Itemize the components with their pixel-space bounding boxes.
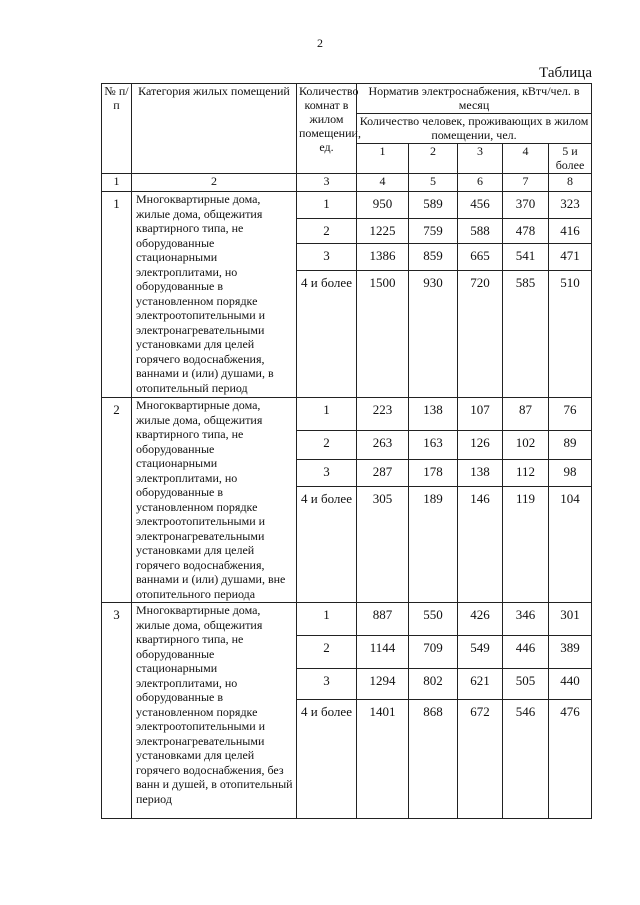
norm-value-cell: 102 [503,431,549,460]
norm-value-cell: 1401 [357,700,409,819]
norm-value-cell: 178 [409,460,458,487]
norm-value-cell: 456 [458,192,503,219]
header-people: Количество человек, проживающих в жилом помещении, чел. [357,114,592,144]
norm-value-cell: 476 [549,700,592,819]
norm-value-cell: 126 [458,431,503,460]
header-people-col: 5 и более [549,144,592,174]
column-number: 3 [297,174,357,192]
header-norm: Норматив электроснабжения, кВтч/чел. в месяц [357,84,592,114]
norm-value-cell: 107 [458,398,503,431]
header-people-col: 1 [357,144,409,174]
rooms-cell: 4 и более [297,271,357,398]
norm-value-cell: 370 [503,192,549,219]
norm-value-cell: 416 [549,219,592,244]
norm-value-cell: 887 [357,603,409,636]
norm-value-cell: 287 [357,460,409,487]
header-rooms: Количество комнат в жилом помещении, ед. [297,84,357,174]
norm-value-cell: 305 [357,487,409,603]
norm-value-cell: 950 [357,192,409,219]
group-number: 3 [102,603,132,819]
norm-value-cell: 665 [458,244,503,271]
rooms-cell: 4 и более [297,487,357,603]
rooms-cell: 1 [297,398,357,431]
header-people-col: 2 [409,144,458,174]
header-people-col: 4 [503,144,549,174]
group-number: 2 [102,398,132,603]
norm-value-cell: 1386 [357,244,409,271]
table-label: Таблица [539,65,592,81]
rooms-cell: 2 [297,636,357,669]
norm-value-cell: 163 [409,431,458,460]
column-number: 5 [409,174,458,192]
header-people-col: 3 [458,144,503,174]
norm-value-cell: 112 [503,460,549,487]
header-num: № п/п [102,84,132,174]
page-number: 2 [317,36,323,50]
table-row [102,398,592,431]
norm-value-cell: 138 [409,398,458,431]
rooms-cell: 3 [297,460,357,487]
norm-value-cell: 930 [409,271,458,398]
norm-value-cell: 759 [409,219,458,244]
rooms-cell: 4 и более [297,700,357,819]
norm-value-cell: 589 [409,192,458,219]
norm-value-cell: 802 [409,669,458,700]
norm-value-cell: 868 [409,700,458,819]
norm-value-cell: 146 [458,487,503,603]
column-number: 1 [102,174,132,192]
norm-value-cell: 709 [409,636,458,669]
norm-value-cell: 138 [458,460,503,487]
group-number: 1 [102,192,132,398]
norm-value-cell: 263 [357,431,409,460]
column-number: 4 [357,174,409,192]
norm-value-cell: 189 [409,487,458,603]
group-category: Многоквартирные дома, жилые дома, общежития квартирного типа, не оборудованные стационарными электроплитами, но оборудованные в установленном порядке электроотопительными и электронагревательными установками для целей горячего водоснабжения, без ванн и душей, в отопительный период [132,603,297,819]
rooms-cell: 3 [297,669,357,700]
group-category: Многоквартирные дома, жилые дома, общежития квартирного типа, не оборудованные стационарными электроплитами, но оборудованные в установленном порядке электроотопительными и электронагревательными установками для целей горячего водоснабжения, ваннами и (или) душами, в отопительный период [132,192,297,398]
norm-table [101,83,592,819]
norm-value-cell: 98 [549,460,592,487]
column-number: 8 [549,174,592,192]
norm-value-cell: 446 [503,636,549,669]
norm-value-cell: 478 [503,219,549,244]
norm-value-cell: 471 [549,244,592,271]
table-row [102,192,592,219]
column-number: 7 [503,174,549,192]
norm-value-cell: 76 [549,398,592,431]
norm-value-cell: 672 [458,700,503,819]
rooms-cell: 1 [297,192,357,219]
table-row [102,603,592,636]
norm-value-cell: 546 [503,700,549,819]
column-number: 2 [132,174,297,192]
norm-value-cell: 89 [549,431,592,460]
norm-value-cell: 550 [409,603,458,636]
column-number-row [102,174,592,192]
norm-value-cell: 87 [503,398,549,431]
column-number: 6 [458,174,503,192]
norm-value-cell: 585 [503,271,549,398]
norm-value-cell: 389 [549,636,592,669]
norm-value-cell: 119 [503,487,549,603]
norm-value-cell: 1294 [357,669,409,700]
norm-value-cell: 346 [503,603,549,636]
norm-value-cell: 859 [409,244,458,271]
norm-value-cell: 223 [357,398,409,431]
rooms-cell: 3 [297,244,357,271]
rooms-cell: 1 [297,603,357,636]
group-category: Многоквартирные дома, жилые дома, общежития квартирного типа, не оборудованные стационарными электроплитами, но оборудованные в установленном порядке электроотопительными и электронагревательными установками для целей горячего водоснабжения, ваннами и (или) душами, вне отопительного периода [132,398,297,603]
norm-value-cell: 549 [458,636,503,669]
norm-value-cell: 720 [458,271,503,398]
norm-value-cell: 1144 [357,636,409,669]
norm-value-cell: 505 [503,669,549,700]
norm-value-cell: 426 [458,603,503,636]
rooms-cell: 2 [297,219,357,244]
norm-value-cell: 104 [549,487,592,603]
norm-value-cell: 588 [458,219,503,244]
norm-value-cell: 1500 [357,271,409,398]
norm-value-cell: 323 [549,192,592,219]
norm-value-cell: 621 [458,669,503,700]
header-category: Категория жилых помещений [132,84,297,174]
norm-value-cell: 541 [503,244,549,271]
norm-value-cell: 301 [549,603,592,636]
norm-value-cell: 1225 [357,219,409,244]
norm-value-cell: 510 [549,271,592,398]
norm-value-cell: 440 [549,669,592,700]
rooms-cell: 2 [297,431,357,460]
